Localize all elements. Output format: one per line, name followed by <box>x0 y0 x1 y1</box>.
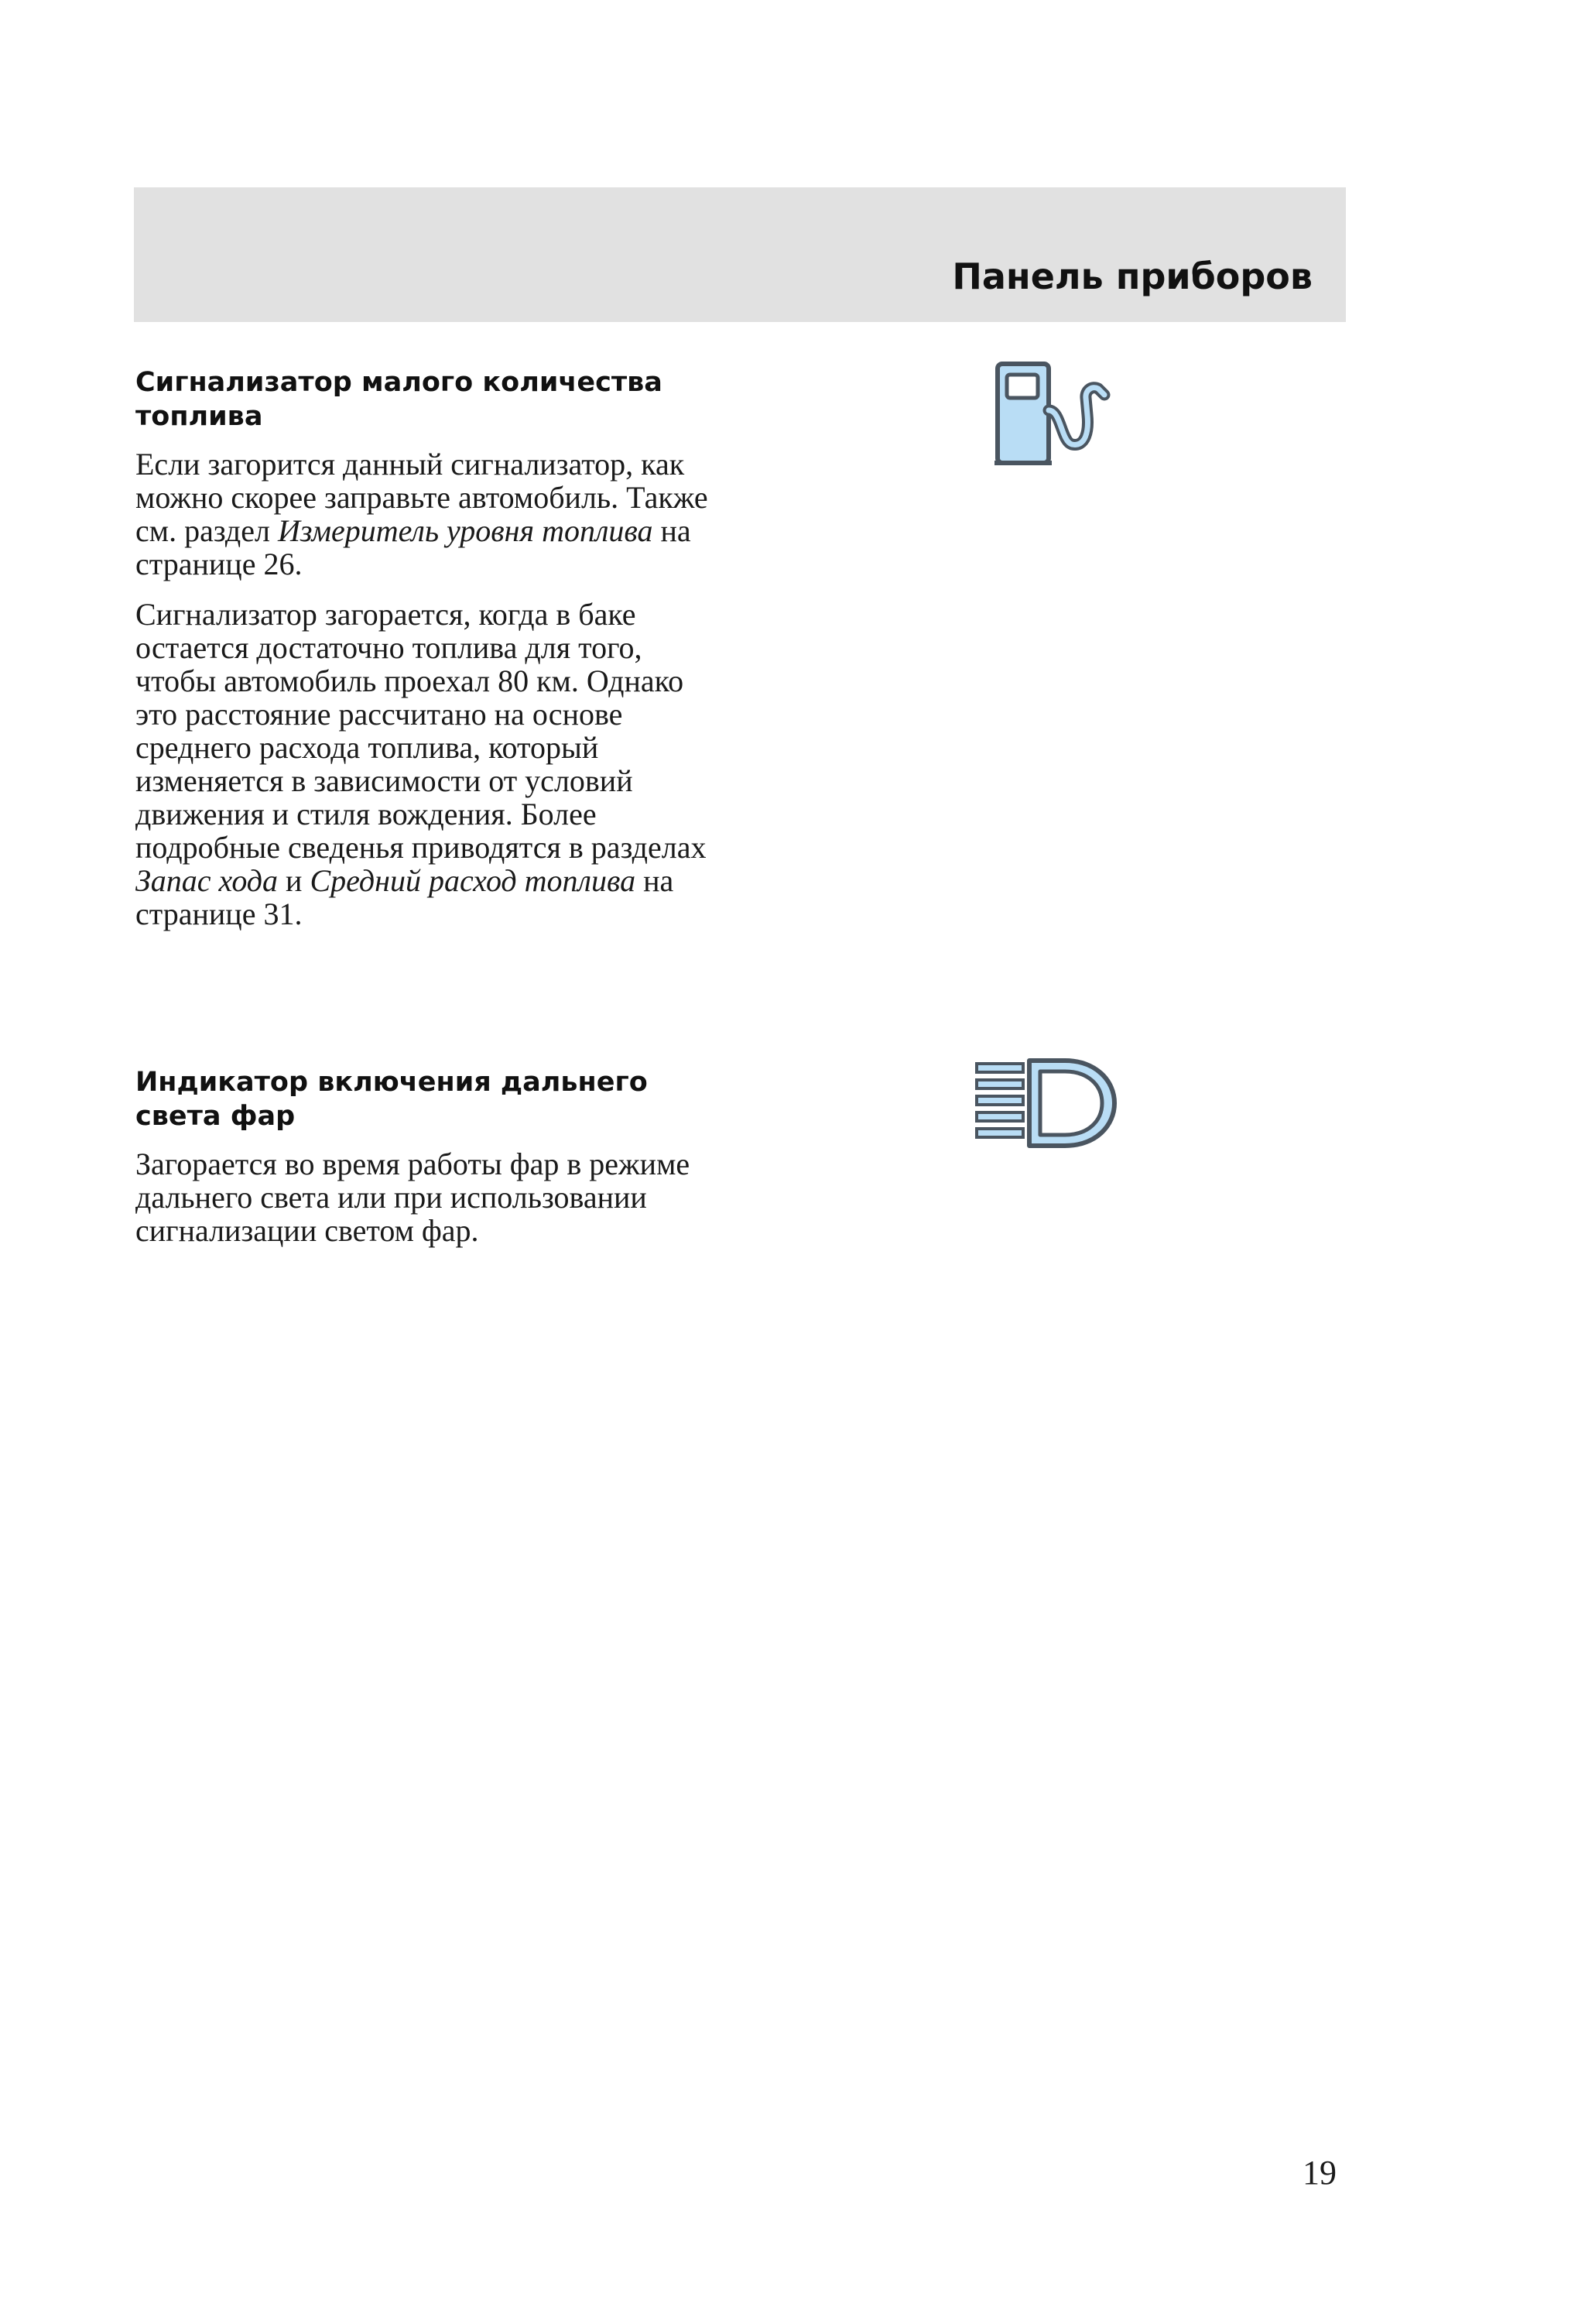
paragraph <box>135 598 724 931</box>
text: Сигнализатор загорается, когда в баке остается достаточно топлива для того, чтобы автомобиль проехал 80 км. Однако это расстояние рассчитано на основе среднего расхода топлива, который изменяется в зависимости от условий движения и стиля вождения. Более подробные сведенья приводятся в разделах <box>135 597 707 865</box>
text: Если загорится данный сигнализатор, как можно скорее заправьте автомобиль. Также см. раздел <box>135 447 708 548</box>
fuel-pump-icon <box>994 361 1115 466</box>
text: Загорается во время работы фар в режиме дальнего света или при использовании сигнализации светом фар. <box>135 1147 690 1248</box>
section-heading: Индикатор включения дальнего света фар <box>135 1067 648 1132</box>
section-heading: Сигнализатор малого количества топлива <box>135 367 662 432</box>
cross-reference: Запас хода <box>135 863 279 898</box>
text: на странице 31. <box>135 863 674 931</box>
section-low-fuel <box>135 365 724 931</box>
text: и <box>278 863 310 898</box>
header-band <box>134 187 1346 322</box>
paragraph <box>135 1147 724 1247</box>
page-title: Панель приборов <box>952 255 1313 297</box>
high-beam-icon <box>974 1057 1118 1149</box>
page-number: 19 <box>1303 2154 1337 2192</box>
text: на странице 26. <box>135 513 691 581</box>
cross-reference: Средний расход топлива <box>310 863 636 898</box>
cross-reference: Измеритель уровня топлива <box>277 513 653 548</box>
section-high-beam <box>135 1065 724 1247</box>
paragraph <box>135 447 724 581</box>
